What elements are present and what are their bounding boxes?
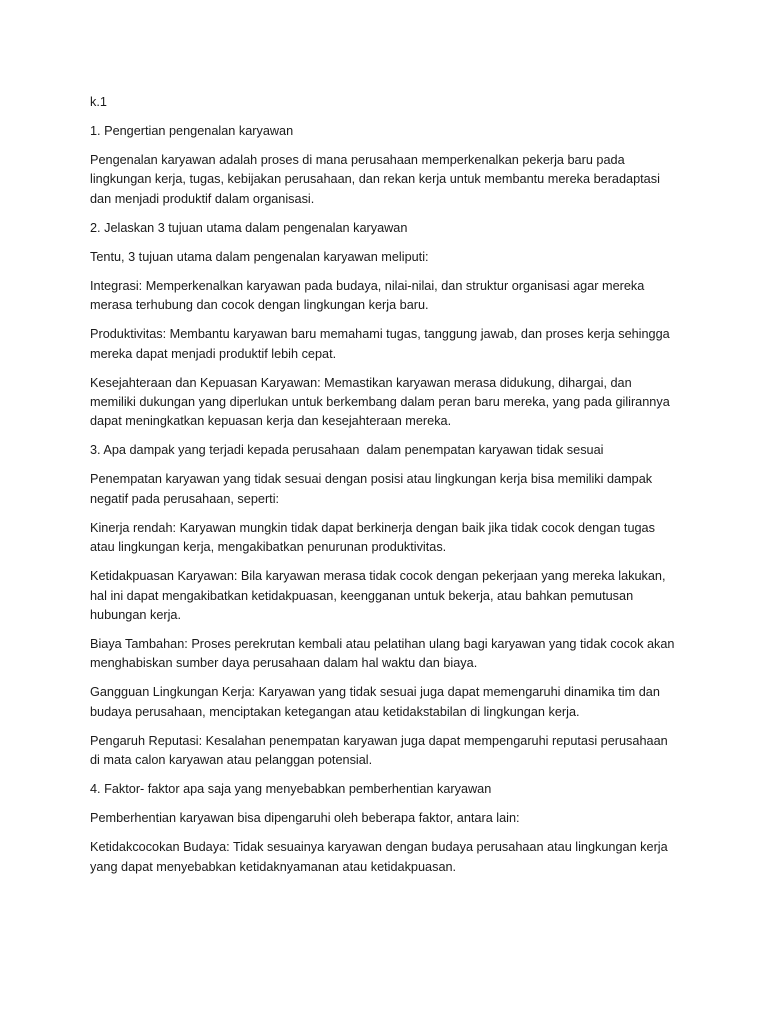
question-heading-4: 4. Faktor- faktor apa saja yang menyebabkan pemberhentian karyawan [90, 782, 492, 797]
answer-point-biaya: Biaya Tambahan: Proses perekrutan kembali atau pelatihan ulang bagi karyawan yang tidak cocok akan menghabiskan sumber daya perusahaan dalam hal waktu dan biaya. [90, 637, 678, 671]
question-heading-1: 1. Pengertian pengenalan karyawan [90, 124, 294, 138]
answer-intro-3: Penempatan karyawan yang tidak sesuai dengan posisi atau lingkungan kerja bisa memiliki dampak negatif pada perusahaan, seperti: [90, 472, 656, 506]
answer-point-integrasi: Integrasi: Memperkenalkan karyawan pada budaya, nilai-nilai, dan struktur organisasi agar mereka merasa terhubung dan cocok dengan lingkungan kerja baru. [90, 278, 648, 313]
answer-point-kesejahteraan: Kesejahteraan dan Kepuasan Karyawan: Memastikan karyawan merasa didukung, dihargai, dan memiliki dukungan yang diperlukan untuk berkembang dalam peran baru mereka, yang pada gilirannya dapat meningkatkan kepuasan kerja dan kesejahteraan mereka. [90, 375, 674, 429]
document-body [90, 93, 680, 887]
question-heading-3: 3. Apa dampak yang terjadi kepada perusahaan dalam penempatan karyawan tidak sesuai [90, 443, 604, 458]
section-label: k.1 [90, 95, 107, 109]
answer-point-reputasi: Pengaruh Reputasi: Kesalahan penempatan karyawan juga dapat mempengaruhi reputasi perusahaan di mata calon karyawan atau pelanggan potensial. [90, 733, 672, 768]
question-heading-2: 2. Jelaskan 3 tujuan utama dalam pengenalan karyawan [90, 220, 408, 235]
answer-point-kinerja: Kinerja rendah: Karyawan mungkin tidak dapat berkinerja dengan baik jika tidak cocok dengan tugas atau lingkungan kerja, mengakibatkan penurunan produktivitas. [90, 520, 659, 555]
answer-point-ketidakpuasan: Ketidakpuasan Karyawan: Bila karyawan merasa tidak cocok dengan pekerjaan yang mereka lakukan, hal ini dapat mengakibatkan ketidakpuasan, keengganan untuk bekerja, atau bahkan pemutusan hubungan kerja. [90, 569, 670, 623]
answer-point-budaya: Ketidakcocokan Budaya: Tidak sesuainya karyawan dengan budaya perusahaan atau lingkungan kerja yang dapat menyebabkan ketidaknyamanan atau ketidakpuasan. [90, 840, 672, 874]
answer-point-gangguan: Gangguan Lingkungan Kerja: Karyawan yang tidak sesuai juga dapat memengaruhi dinamika tim dan budaya perusahaan, menciptakan ketegangan atau ketidakstabilan di lingkungan kerja. [90, 685, 664, 719]
answer-point-produktivitas: Produktivitas: Membantu karyawan baru memahami tugas, tanggung jawab, dan proses kerja sehingga mereka dapat menjadi produktif lebih cepat. [90, 327, 674, 361]
answer-intro-2: Tentu, 3 tujuan utama dalam pengenalan karyawan meliputi: [90, 249, 429, 264]
answer-paragraph-1: Pengenalan karyawan adalah proses di mana perusahaan memperkenalkan pekerja baru pada lingkungan kerja, tugas, kebijakan perusahaan, dan rekan kerja untuk membantu mereka beradaptasi dan menjadi produktif dalam organisasi. [90, 153, 664, 206]
answer-intro-4: Pemberhentian karyawan bisa dipengaruhi oleh beberapa faktor, antara lain: [90, 811, 520, 826]
